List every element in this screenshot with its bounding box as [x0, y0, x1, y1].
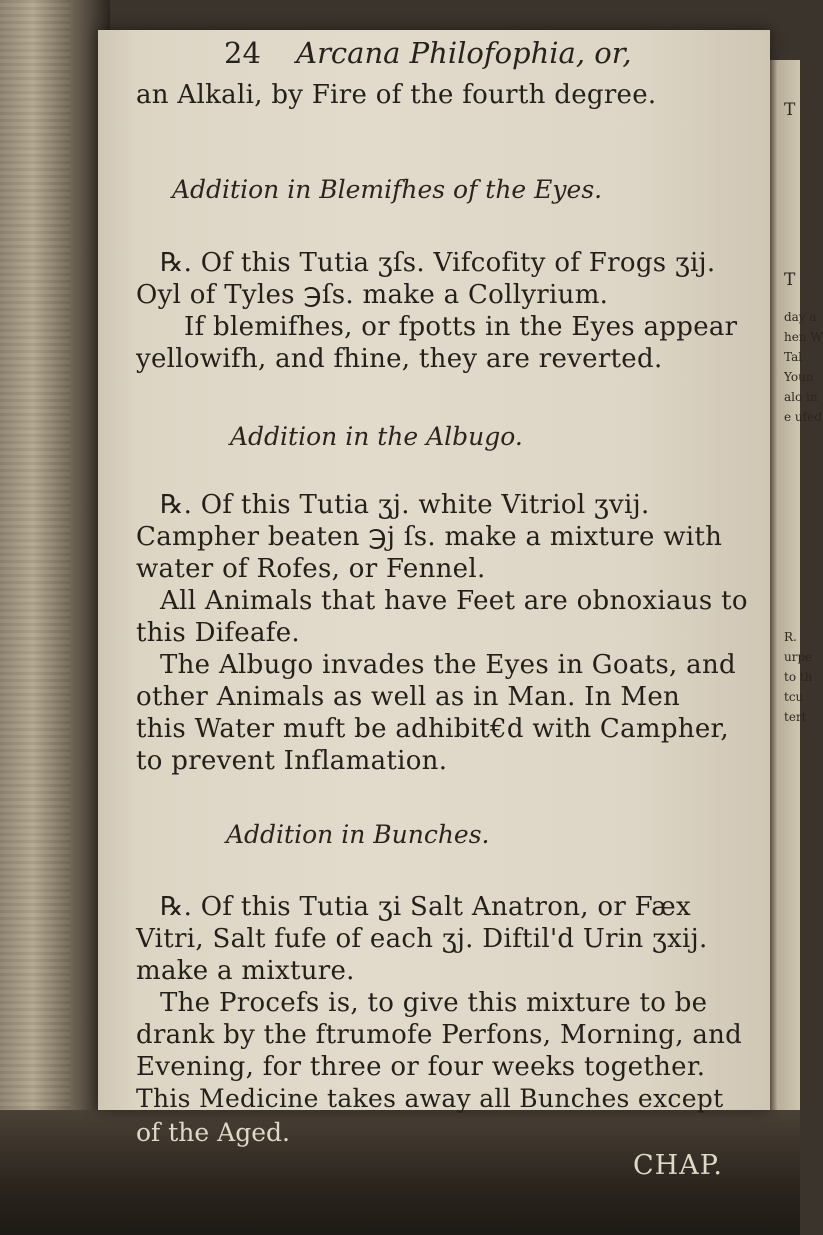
facing-fragment: e ufed: [784, 410, 822, 424]
facing-page-edge: [0, 0, 70, 1235]
text-line: Campher beaten ℈j ſs. make a mixture with: [136, 522, 723, 552]
text-line: All Animals that have Feet are obnoxiaus to: [160, 586, 748, 616]
text-line: Vitri, Salt fufe of each ʒj. Diftil'd Urin ʒxij.: [136, 924, 708, 954]
text-line: of the Aged.: [136, 1118, 290, 1147]
text-line: drank by the ftrumofe Perfons, Morning, and: [136, 1020, 743, 1050]
facing-page-right: [770, 60, 823, 1110]
catchword: CHAP.: [633, 1150, 723, 1181]
facing-fragment: Youn: [784, 370, 814, 384]
facing-fragment: T: [784, 100, 796, 120]
text-line: water of Rofes, or Fennel.: [136, 554, 486, 584]
text-line: Evening, for three or four weeks together.: [136, 1052, 706, 1082]
text-line: this Water muft be adhibit€d with Campher,: [136, 714, 729, 744]
text-line: If blemifhes, or fpotts in the Eyes appear: [184, 312, 738, 342]
facing-fragment: Tal: [784, 350, 803, 364]
facing-fragment: tert: [784, 710, 807, 724]
facing-fragment: urpe: [784, 650, 813, 664]
facing-fragment: R.: [784, 630, 797, 644]
facing-fragment: hen W: [784, 330, 823, 344]
facing-fragment: tcu: [784, 690, 804, 704]
text-line: The Albugo invades the Eyes in Goats, and: [160, 650, 736, 680]
section-heading: Addition in the Albugo.: [230, 422, 523, 451]
page-tail: [98, 30, 770, 1113]
text-line: to prevent Inflamation.: [136, 746, 448, 776]
text-line: other Animals as well as in Man. In Men: [136, 682, 681, 712]
section-heading: Addition in Blemifhes of the Eyes.: [172, 175, 603, 204]
text-line: yellowifh, and fhine, they are reverted.: [136, 344, 663, 374]
text-line: ℞. Of this Tutia ʒſs. Vifcofity of Frogs ʒij.: [160, 248, 716, 278]
facing-fragment: alo in: [784, 390, 818, 404]
facing-fragment: T: [784, 270, 796, 290]
text-line: Oyl of Tyles ℈ſs. make a Collyrium.: [136, 280, 609, 310]
text-line: an Alkali, by Fire of the fourth degree.: [136, 80, 657, 110]
facing-fragment: day a: [784, 310, 817, 324]
facing-fragment: to th: [784, 670, 813, 684]
text-line: This Medicine takes away all Bunches except: [136, 1084, 724, 1113]
running-title: Arcana Philofophia, or,: [296, 36, 632, 70]
text-line: make a mixture.: [136, 956, 355, 986]
section-heading: Addition in Bunches.: [226, 820, 490, 849]
text-line: this Difeafe.: [136, 618, 300, 648]
page-number: 24: [224, 36, 261, 70]
text-line: The Procefs is, to give this mixture to be: [160, 988, 708, 1018]
text-line: ℞. Of this Tutia ʒj. white Vitriol ʒvij.: [160, 490, 650, 520]
text-line: ℞. Of this Tutia ʒi Salt Anatron, or Fæx: [160, 892, 691, 922]
